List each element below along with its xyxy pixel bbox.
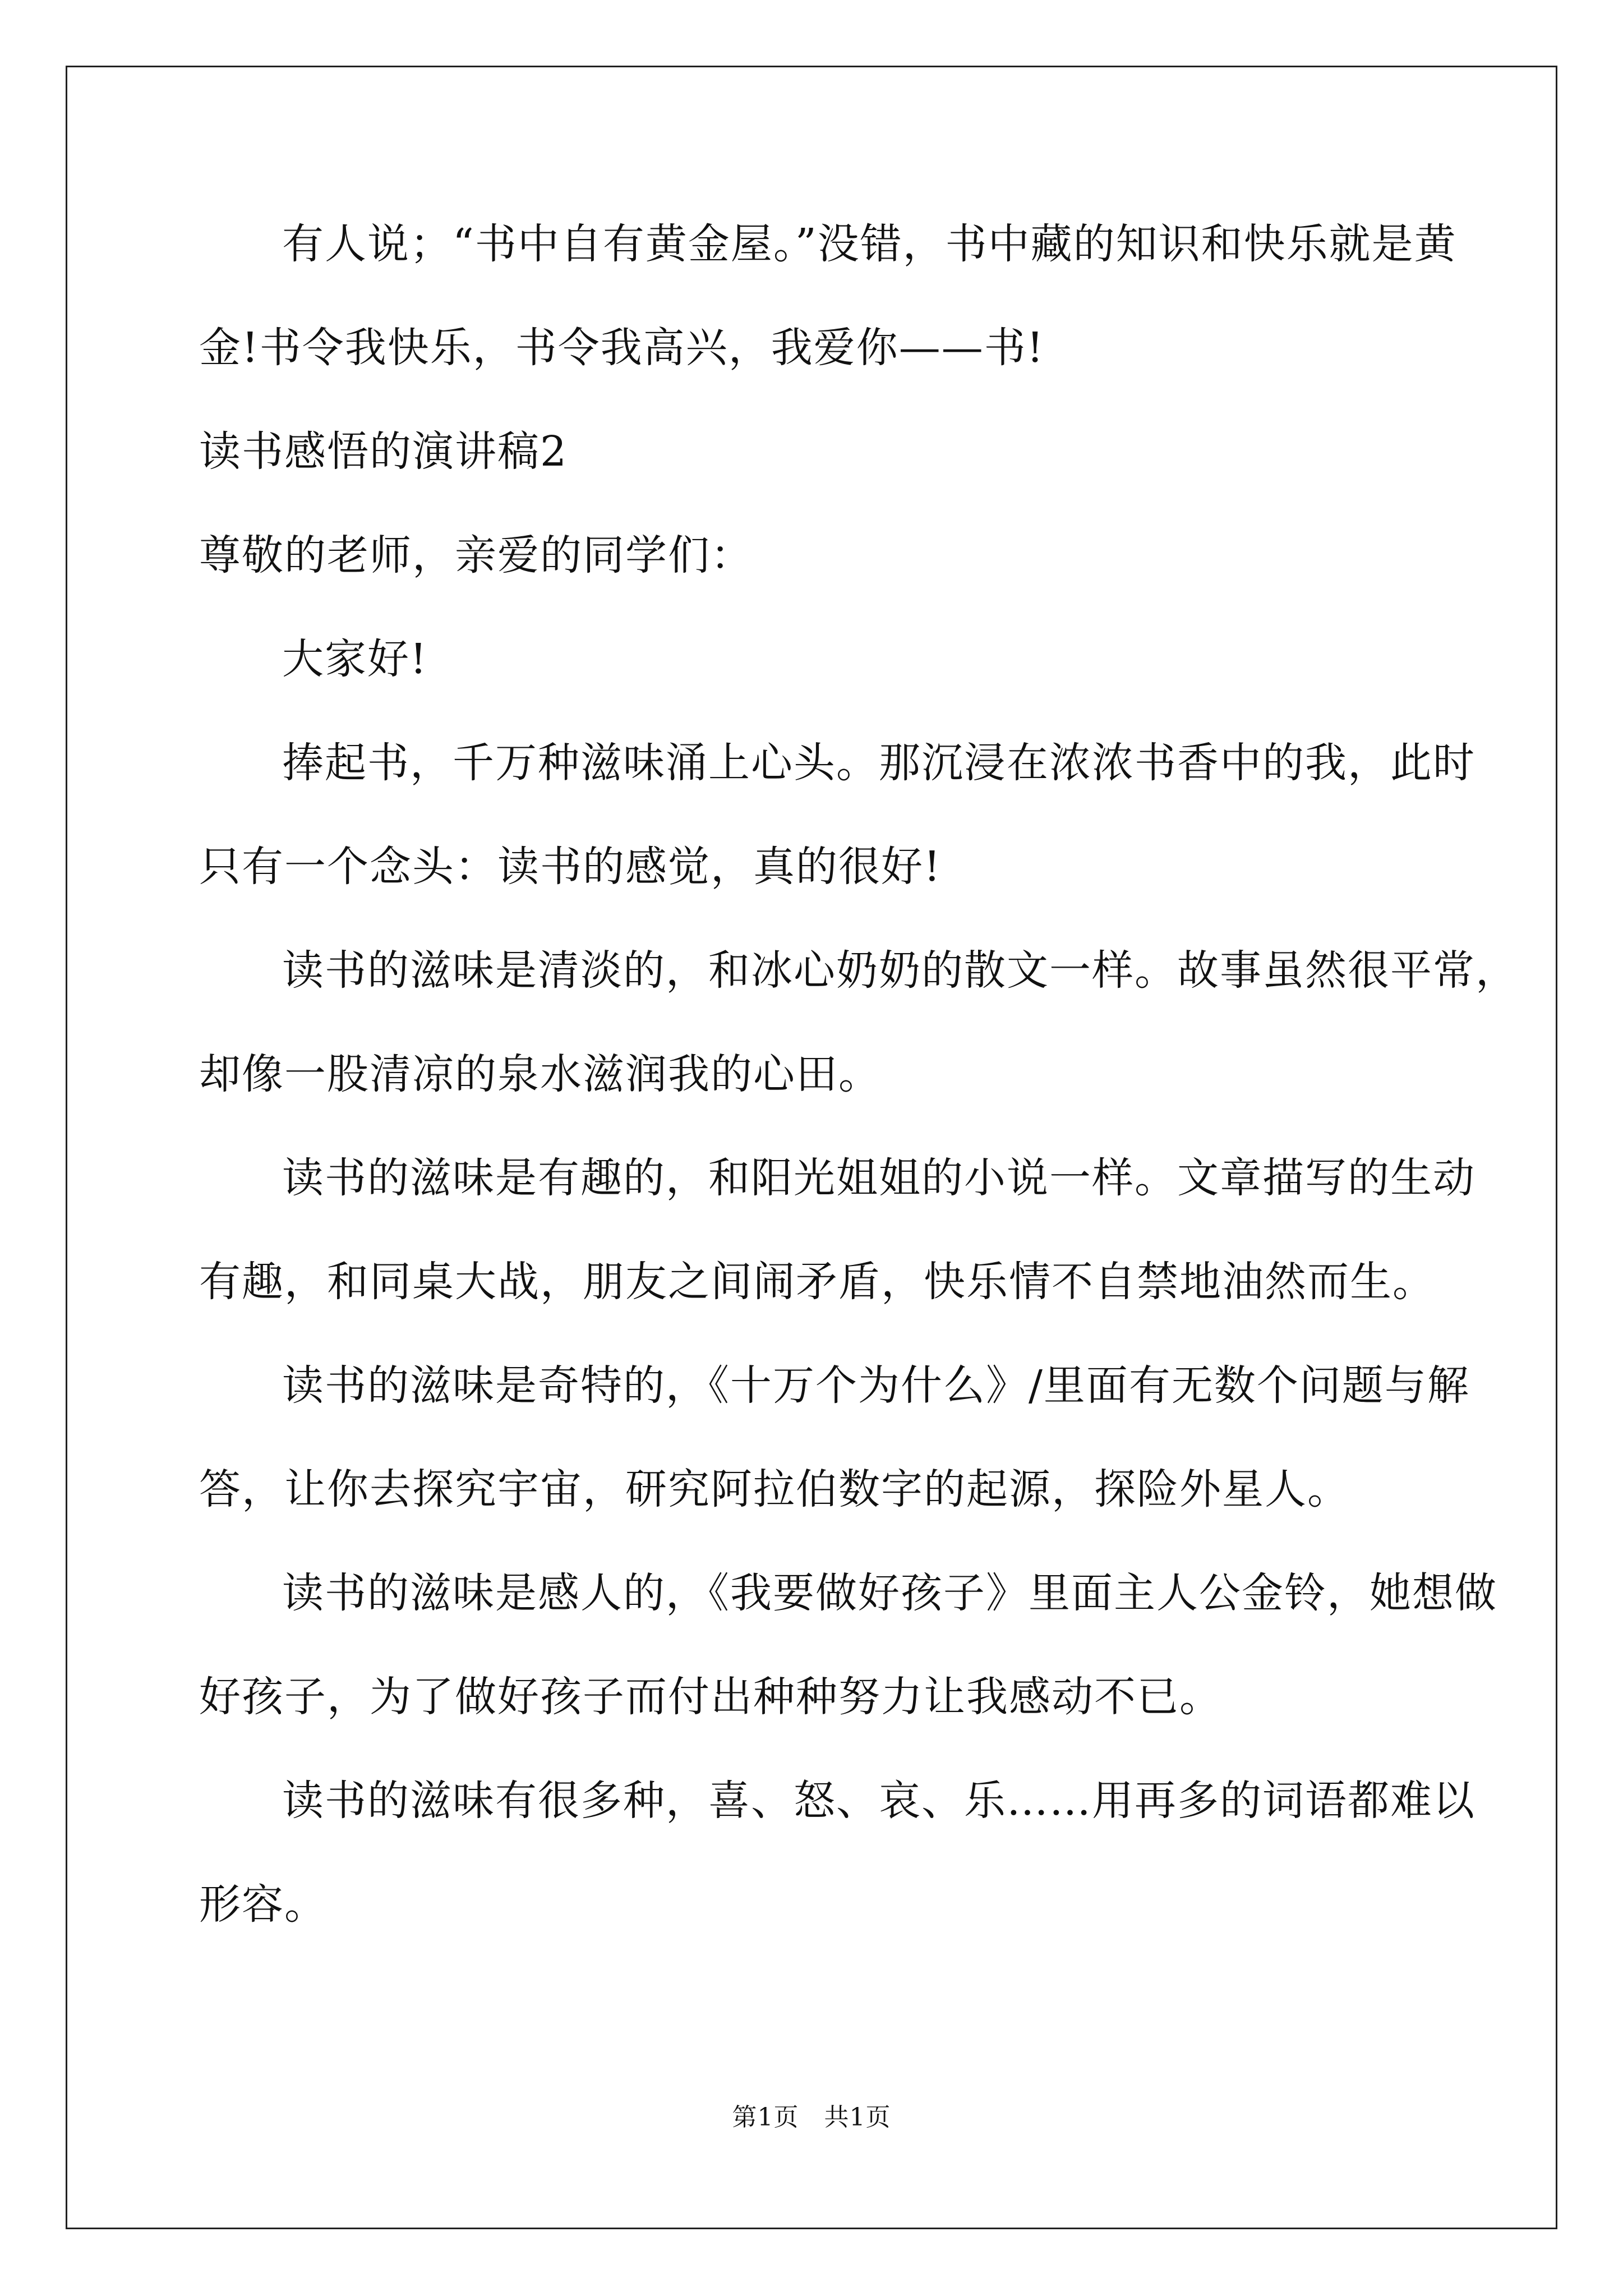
text-line-10: 读书的滋味是有趣的，和阳光姐姐的小说一样。文章描写的生动 bbox=[282, 1154, 1476, 1202]
text-line-17: 形容。 bbox=[199, 1880, 327, 1929]
section-title: 读书感悟的演讲稿2 bbox=[199, 427, 568, 476]
text-line-16: 读书的滋味有很多种，喜、怒、哀、乐……用再多的词语都难以 bbox=[282, 1777, 1476, 1825]
text-line-7: 只有一个念头：读书的感觉，真的很好! bbox=[199, 843, 942, 891]
page-number-footer: 第1页 共1页 bbox=[732, 2103, 891, 2132]
text-line-12: 读书的滋味是奇特的，《十万个为什么》/里面有无数个问题与解 bbox=[282, 1361, 1470, 1410]
text-line-13: 答，让你去探究宇宙，研究阿拉伯数字的起源，探险外星人。 bbox=[199, 1465, 1350, 1513]
text-line-6: 捧起书，千万种滋味涌上心头。那沉浸在浓浓书香中的我，此时 bbox=[282, 739, 1476, 787]
text-line-1: 有人说；“书中自有黄金屋。”没错，书中藏的知识和快乐就是黄 bbox=[282, 220, 1457, 268]
text-line-2: 金!书令我快乐，书令我高兴，我爱你——书! bbox=[199, 324, 1045, 372]
salutation: 尊敬的老师，亲爱的同学们： bbox=[199, 531, 753, 579]
text-line-8: 读书的滋味是清淡的，和冰心奶奶的散文一样。故事虽然很平常， bbox=[282, 946, 1518, 995]
text-line-14: 读书的滋味是感人的，《我要做好孩子》里面主人公金铃，她想做 bbox=[282, 1569, 1497, 1617]
text-line-15: 好孩子，为了做好孩子而付出种种努力让我感动不已。 bbox=[199, 1673, 1222, 1721]
text-line-9: 却像一股清凉的泉水滋润我的心田。 bbox=[199, 1050, 881, 1098]
greeting: 大家好! bbox=[282, 635, 428, 683]
text-line-11: 有趣，和同桌大战，朋友之间闹矛盾，快乐情不自禁地油然而生。 bbox=[199, 1258, 1435, 1306]
